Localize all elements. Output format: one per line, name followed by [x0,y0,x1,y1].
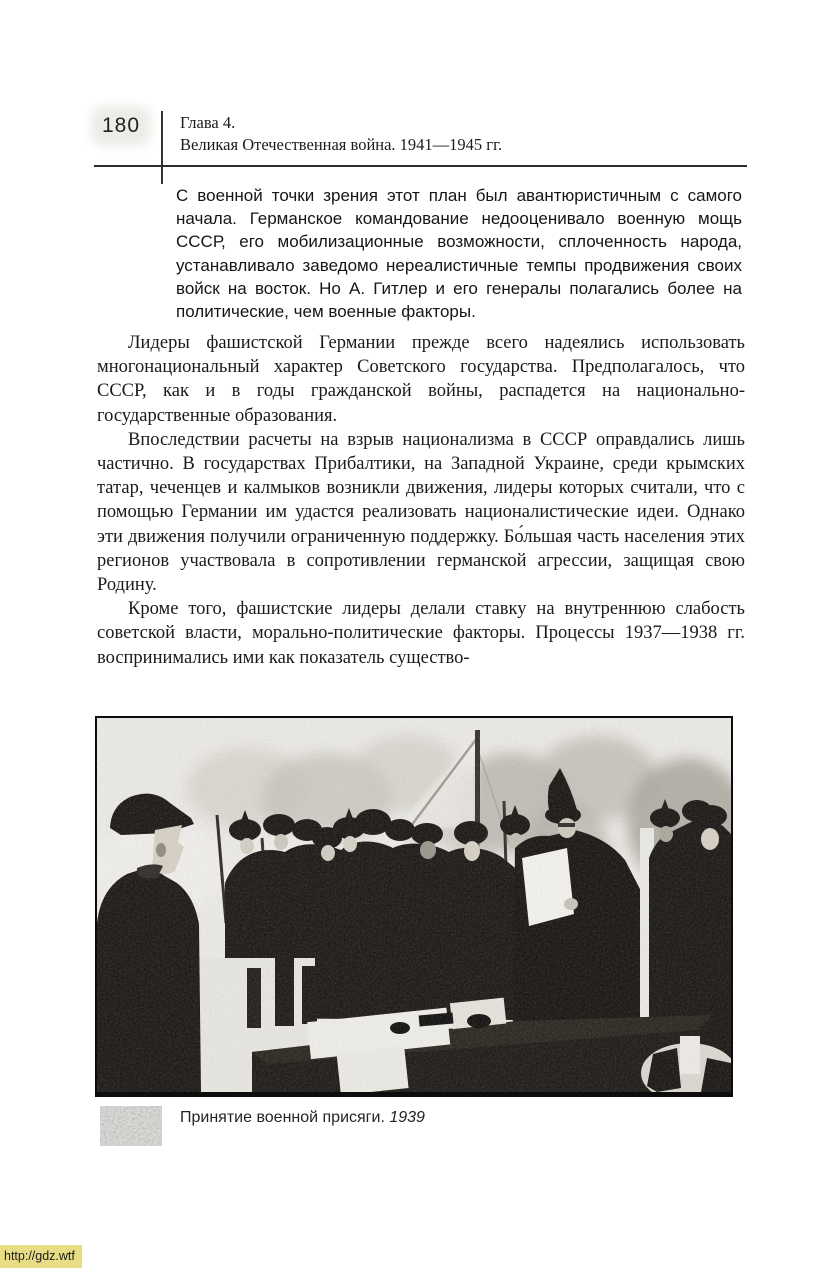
page-number: 180 [99,114,143,138]
header-vertical-divider [161,111,163,184]
photo-military-oath-image [97,718,731,1092]
figure-oath-photo [95,716,737,1146]
body-paragraph-3: Кроме того, фашистские лидеры делали ставку на внутреннюю слабость советской власти, морально-политические факторы. Процессы 1937—1938 гг. воспринимались ими как показатель существо- [97,599,745,668]
statusbar-url: http://gdz.wtf [0,1245,82,1268]
body-text [97,331,745,670]
photo-frame [95,716,733,1097]
figure-caption [180,1106,425,1127]
body-paragraph-2: Впоследствии расчеты на взрыв национализма в СССР оправдались лишь частично. В государствах Прибалтики, на Западной Украине, среди крымских татар, чеченцев и калмыков возникли движения, лидеры которых считали, что с помощью Германии им удастся реализовать националистические идеи. Однако эти движения получили ограниченную поддержку. Бо́льшая часть населения этих регионов участвовала в сопротивлении германской агрессии, защищая свою Родину. [97,429,745,596]
figure-caption-year: 1939 [389,1109,425,1126]
caption-row [95,1106,737,1146]
header-rule [94,165,747,167]
body-paragraph-1: Лидеры фашистской Германии прежде всего надеялись использовать многонациональный характер Советского государства. Предполагалось, что СССР, как и в годы гражданской войны, распадется на национально-государственные образования. [97,333,745,426]
caption-marker-block [100,1106,162,1146]
chapter-label: Глава 4. [180,113,236,132]
chapter-header [180,112,502,155]
figure-caption-text: Принятие военной присяги. [180,1109,385,1126]
chapter-title: Великая Отечественная война. 1941—1945 гг. [180,134,503,154]
lead-paragraph: С военной точки зрения этот план был авантюристичным с самого начала. Германское командование недооценивало военную мощь СССР, его мобилизационные возможности, сплоченность народа, устанавливало заведомо нереалистичные темпы продвижения своих войск на восток. Но А. Гитлер и его генералы полагались более на политические, чем военные факторы. [176,186,742,322]
